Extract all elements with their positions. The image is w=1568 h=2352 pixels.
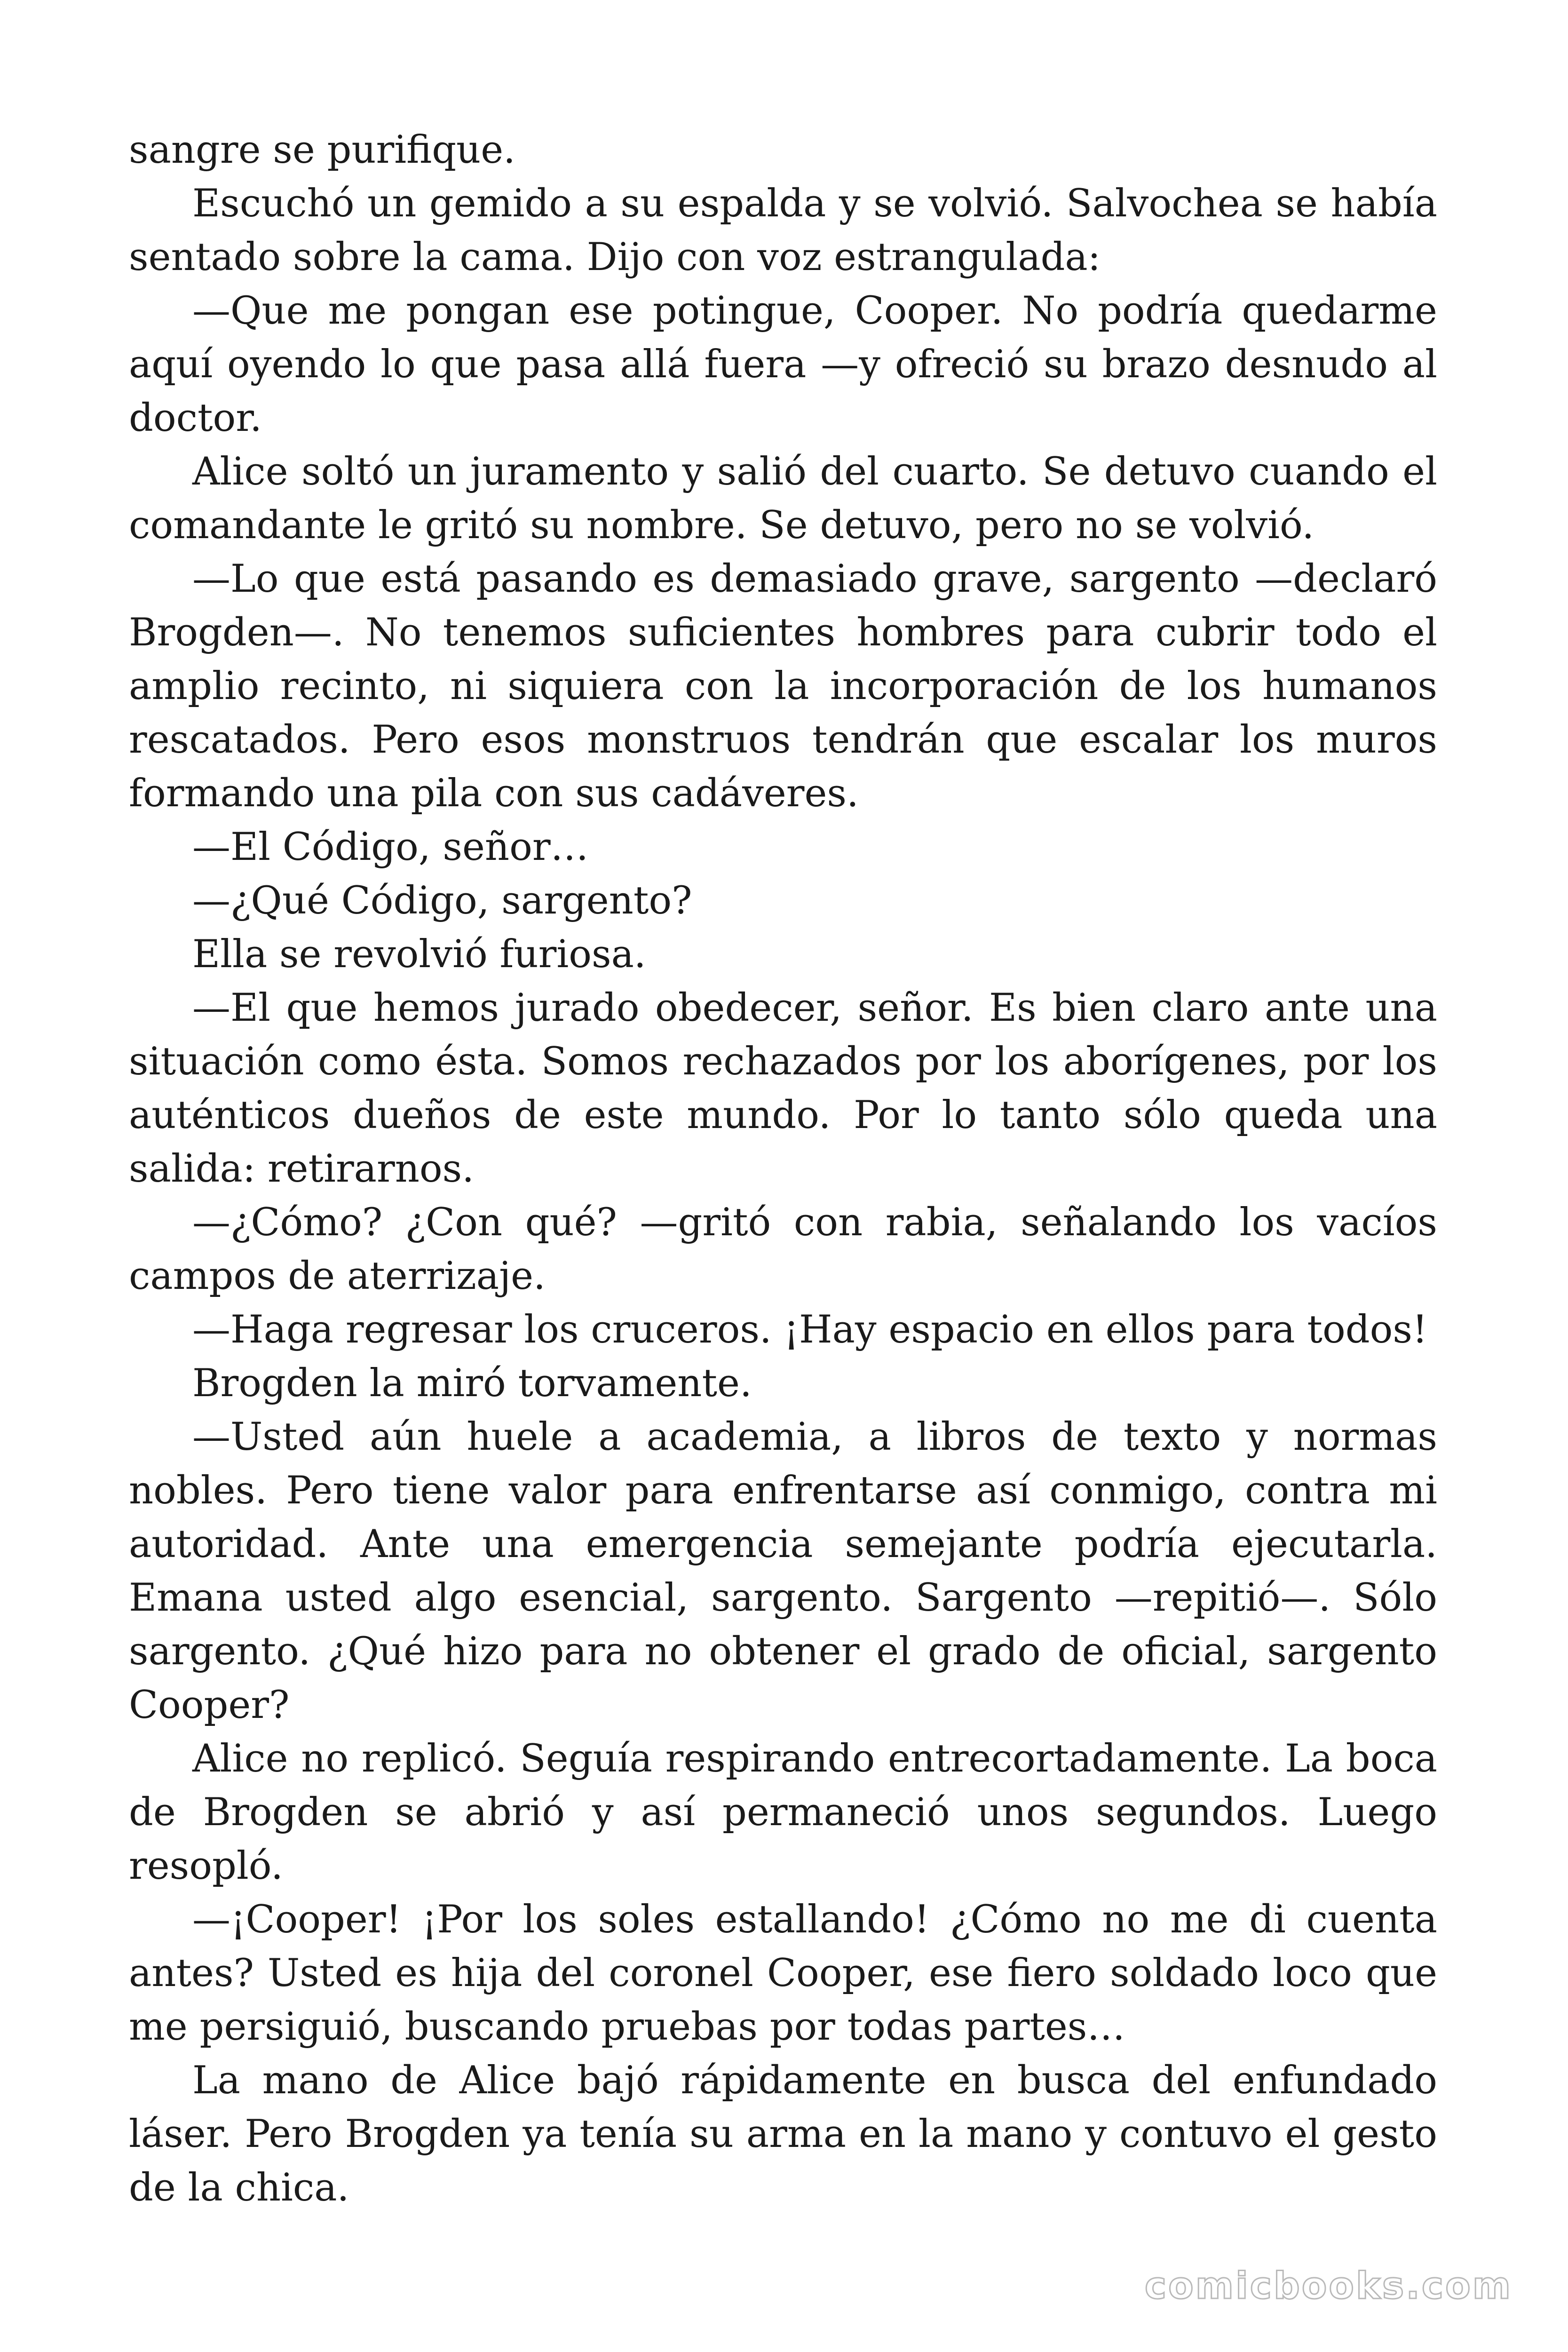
paragraph-continuation: sangre se purifique. — [129, 128, 515, 172]
paragraph: Alice no replicó. Seguía respirando entrecortadamente. La boca de Brogden se abrió y así permaneció unos segundos. Luego resopló. — [129, 1737, 1437, 1888]
paragraph: —¿Qué Código, sargento? — [192, 879, 692, 923]
paragraph: —¿Cómo? ¿Con qué? —gritó con rabia, señalando los vacíos campos de aterrizaje. — [129, 1200, 1437, 1298]
paragraph: Brogden la miró torvamente. — [192, 1361, 752, 1406]
paragraph: —El que hemos jurado obedecer, señor. Es bien claro ante una situación como ésta. Somos rechazados por los aborígenes, por los auténticos dueños de este mundo. Por lo tanto sólo queda una salida: retirarnos. — [129, 986, 1437, 1191]
paragraph: —Que me pongan ese potingue, Cooper. No podría quedarme aquí oyendo lo que pasa allá fuera —y ofreció su brazo desnudo al doctor. — [129, 289, 1437, 440]
paragraph: —Lo que está pasando es demasiado grave, sargento —declaró Brogden—. No tenemos suficientes hombres para cubrir todo el amplio recinto, ni siquiera con la incorporación de los humanos rescatados. Pero esos monstruos tendrán que escalar los muros formando una pila con sus cadáveres. — [129, 557, 1437, 816]
paragraph: Alice soltó un juramento y salió del cuarto. Se detuvo cuando el comandante le gritó su nombre. Se detuvo, pero no se volvió. — [129, 450, 1437, 548]
body-text — [129, 123, 1437, 2215]
paragraph: La mano de Alice bajó rápidamente en busca del enfundado láser. Pero Brogden ya tenía su arma en la mano y contuvo el gesto de la chica. — [129, 2058, 1437, 2210]
paragraph: —El Código, señor… — [192, 825, 589, 869]
paragraph: —¡Cooper! ¡Por los soles estallando! ¿Cómo no me di cuenta antes? Usted es hija del coronel Cooper, ese fiero soldado loco que me persiguió, buscando pruebas por todas partes… — [129, 1898, 1437, 2049]
paragraph: Ella se revolvió furiosa. — [192, 932, 646, 977]
paragraph: —Haga regresar los cruceros. ¡Hay espacio en ellos para todos! — [192, 1308, 1428, 1352]
watermark: comicbooks.com — [1144, 2265, 1513, 2307]
paragraph: Escuchó un gemido a su espalda y se volvió. Salvochea se había sentado sobre la cama. Dijo con voz estrangulada: — [129, 182, 1437, 279]
paragraph: —Usted aún huele a academia, a libros de texto y normas nobles. Pero tiene valor para enfrentarse así conmigo, contra mi autoridad. Ante una emergencia semejante podría ejecutarla. Emana usted algo esencial, sargento. Sargento —repitió—. Sólo sargento. ¿Qué hizo para no obtener el grado de oficial, sargento Cooper? — [129, 1415, 1437, 1727]
